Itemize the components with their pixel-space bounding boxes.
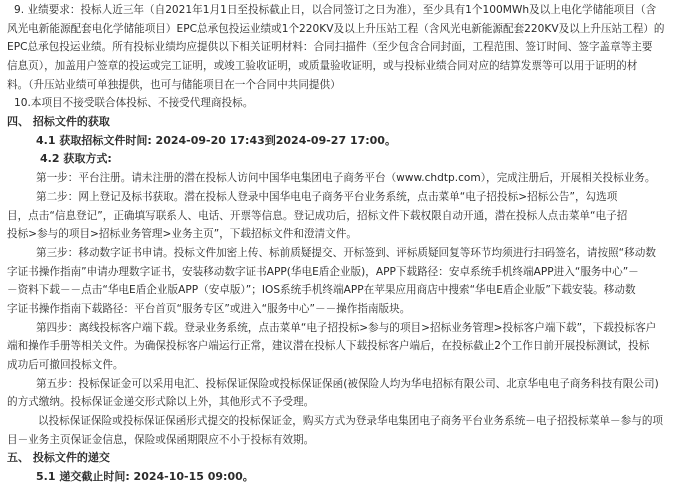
guarantee-note-line-1: 以投标保证保险或投标保证保函形式提交的投标保证金，购买方式为登录华电集团电子商务平台业务系统－电子招投标菜单－参与的项: [38, 415, 664, 427]
step-4-line-2: 端和操作手册等相关文件。为确保投标客户端运行正常，建议潜在投标人下载投标客户端后，在投标截止2个工作日前开展投标测试，投标: [7, 340, 650, 353]
step-4-line-1: 第四步：离线投标客户端下载。登录业务系统，点击菜单“电子招投标>参与的项目>招标业务管理>投标客户端下载”，下载投标客户: [36, 321, 657, 334]
step-5-line-1: 第五步：投标保证金可以采用电汇、投标保证保险或投标保证保函(被保险人均为华电招标有限公司、北京华电电子商务科技有限公司): [36, 377, 659, 390]
requirement-9-line-3: EPC总承包投运业绩。所有投标业绩均应提供以下相关证明材料：合同扫描件（至少包含合同封面，工程范围、签订时间、签字盖章等主要: [7, 41, 653, 54]
section-4-heading: 四、 招标文件的获取: [7, 115, 110, 129]
section-4-2-heading: 4.2 获取方式:: [40, 152, 112, 166]
step-3-line-4: 字证书操作指南下载路径：平台首页“服务专区”或进入“服务中心”－－操作指南版块。: [7, 302, 411, 315]
section-4-1-time: 4.1 获取招标文件时间: 2024-09-20 17:43到2024-09-27 17:00。: [36, 133, 396, 147]
guarantee-note-line-2: 目－业务主页保证金信息，保险或保函期限应不小于投标有效期。: [7, 433, 315, 446]
step-2-line-1: 第二步：网上登记及标书获取。潜在投标人登录中国华电电子商务平台业务系统，点击菜单“电子招投标>招标公告”，勾选项: [36, 190, 618, 203]
requirement-9-line-5: 料。（升压站业绩可单独提供，也可与储能项目在一个合同中共同提供）: [7, 78, 341, 91]
step-5-line-2: 的方式缴纳。投标保证金递交形式除以上外，其他形式不予受理。: [7, 396, 315, 409]
step-2-line-2: 目，点击“信息登记”，正确填写联系人、电话、开票等信息。登记成功后，招标文件下载权限自动开通，潜在投标人点击菜单“电子招: [7, 209, 628, 222]
step-2-line-3: 投标>参与的项目>招标业务管理>业务主页”，下载招标文件和澄清文件。: [7, 228, 357, 241]
step-3-line-1: 第三步：移动数字证书申请。投标文件加密上传、标前质疑提交、开标签到、评标质疑回复等环节均须进行扫码签名，请按照“移动数: [36, 246, 656, 259]
section-5-heading: 五、 投标文件的递交: [7, 451, 110, 465]
requirement-9-line-1: 9. 业绩要求：投标人近三年（自2021年1月1日至投标截止日，以合同签订之日为准），至少具有1个100MWh及以上电化学储能项目（含: [14, 4, 657, 16]
section-5-1-deadline: 5.1 递交截止时间: 2024-10-15 09:00。: [36, 470, 254, 483]
step-3-line-3: －资料下载－－点击“华电E盾企业版APP（安卓版）”；IOS系统手机终端APP在苹果应用商店中搜索“华电E盾企业版”下载安装。移动数: [7, 284, 636, 297]
step-4-line-3: 成功后可撤回投标文件。: [7, 358, 124, 371]
requirement-9-line-4: 信息页），加盖用户签章的投运或完工证明，或竣工验收证明，或质量验收证明，或与投标业绩合同对应的结算发票等可以用于证明的材: [7, 60, 638, 72]
step-1: 第一步：平台注册。请未注册的潜在投标人访问中国华电集团电子商务平台（www.chdtp.com），完成注册后，开展相关投标业务。: [36, 172, 656, 185]
requirement-9-line-2: 风光电新能源配套电化学储能项目）EPC总承包投运业绩或1个220KV及以上升压站工程（含风光电新能源配套220KV及以上升压站工程）的: [7, 22, 665, 35]
step-3-line-2: 字证书操作指南”申请办理数字证书，安装移动数字证书APP(华电E盾企业版)，APP下载路径：安卓系统手机终端APP进入“服务中心”－: [7, 265, 639, 278]
requirement-10: 10.本项目不接受联合体投标、不接受代理商投标。: [14, 97, 254, 110]
